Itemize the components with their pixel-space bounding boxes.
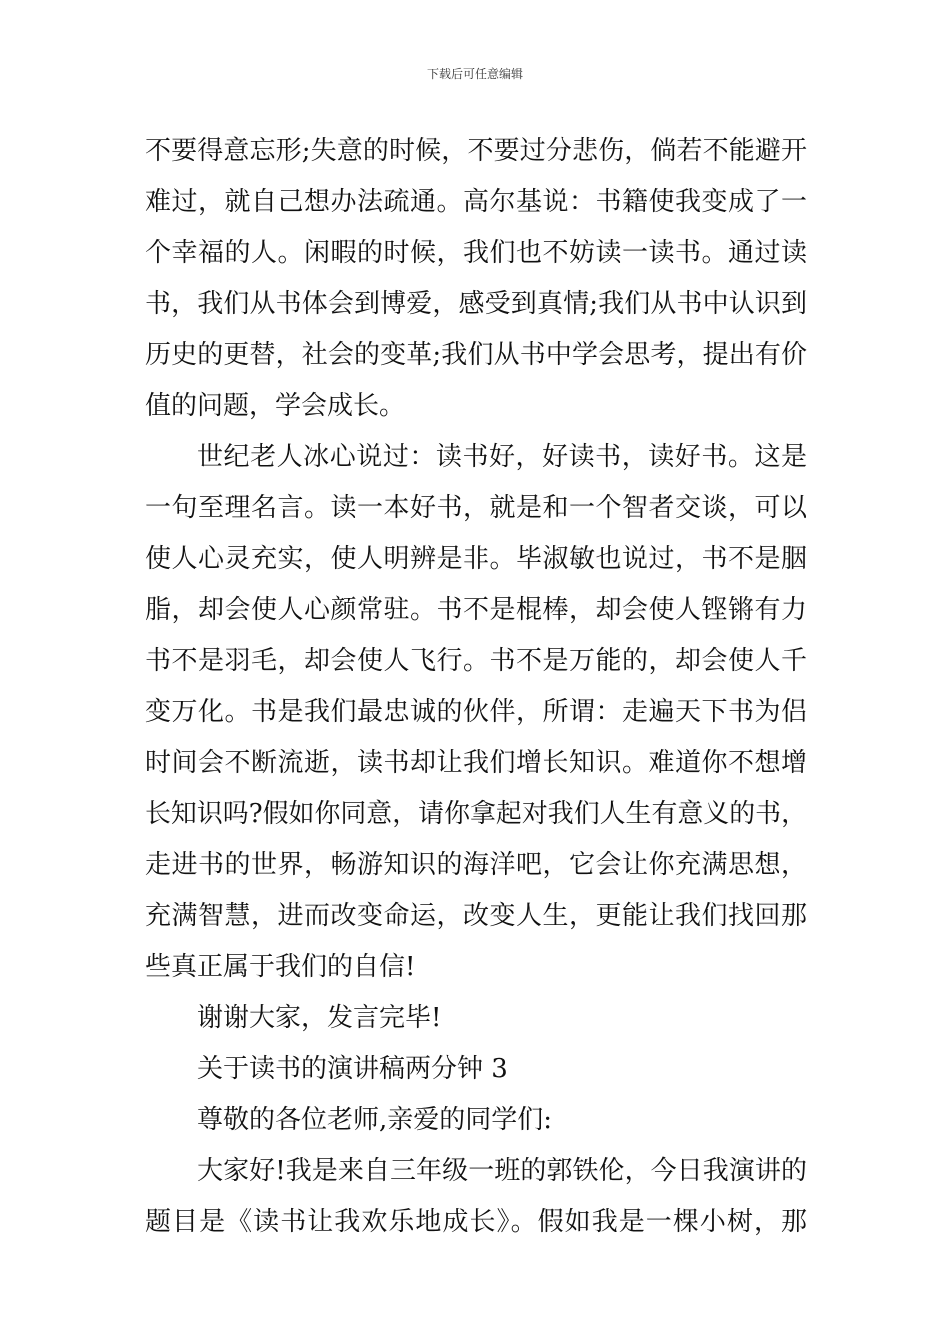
- text-line: 书不是羽毛，却会使人飞行。书不是万能的，却会使人千: [145, 646, 807, 676]
- page-header: 下载后可任意编辑: [426, 67, 523, 81]
- text-line: 些真正属于我们的自信!: [145, 952, 416, 982]
- text-line: 个幸福的人。闲暇的时候，我们也不妨读一读书。通过读: [145, 238, 807, 268]
- paragraph: [145, 432, 807, 993]
- text-line: 谢谢大家，发言完毕!: [197, 1003, 442, 1033]
- text-line: 使人心灵充实，使人明辨是非。毕淑敏也说过，书不是胭: [145, 544, 807, 574]
- paragraph: [145, 1095, 807, 1146]
- text-line: 题目是《读书让我欢乐地成长》。假如我是一棵小树，那: [145, 1207, 807, 1237]
- text-line: 世纪老人冰心说过：读书好，好读书，读好书。这是: [197, 442, 807, 472]
- paragraph: [145, 1146, 807, 1248]
- text-line: 脂，却会使人心颜常驻。书不是棍棒，却会使人铿锵有力: [145, 595, 807, 625]
- text-line: 一句至理名言。读一本好书，就是和一个智者交谈，可以: [145, 493, 807, 523]
- text-line: 大家好!我是来自三年级一班的郭铁伦，今日我演讲的: [197, 1156, 807, 1186]
- text-line: 值的问题，学会成长。: [145, 391, 406, 421]
- text-line: 难过，就自己想办法疏通。高尔基说：书籍使我变成了一: [145, 187, 807, 217]
- text-line: 尊敬的各位老师,亲爱的同学们:: [197, 1105, 553, 1135]
- text-line: 变万化。书是我们最忠诚的伙伴，所谓：走遍天下书为侣: [145, 697, 807, 727]
- document-body: [145, 126, 807, 1248]
- paragraph: [145, 126, 807, 432]
- text-line: 长知识吗?假如你同意，请你拿起对我们人生有意义的书，: [145, 799, 807, 829]
- section-heading: [145, 1044, 807, 1095]
- text-line: 关于读书的演讲稿两分钟 3: [197, 1054, 508, 1084]
- text-line: 走进书的世界，畅游知识的海洋吧，它会让你充满思想，: [145, 850, 807, 880]
- paragraph: [145, 993, 807, 1044]
- text-line: 充满智慧，进而改变命运，改变人生，更能让我们找回那: [145, 901, 807, 931]
- text-line: 时间会不断流逝，读书却让我们增长知识。难道你不想增: [145, 748, 807, 778]
- text-line: 历史的更替，社会的变革;我们从书中学会思考，提出有价: [145, 340, 807, 370]
- text-line: 书，我们从书体会到博爱，感受到真情;我们从书中认识到: [145, 289, 807, 319]
- text-line: 不要得意忘形;失意的时候，不要过分悲伤，倘若不能避开: [145, 136, 807, 166]
